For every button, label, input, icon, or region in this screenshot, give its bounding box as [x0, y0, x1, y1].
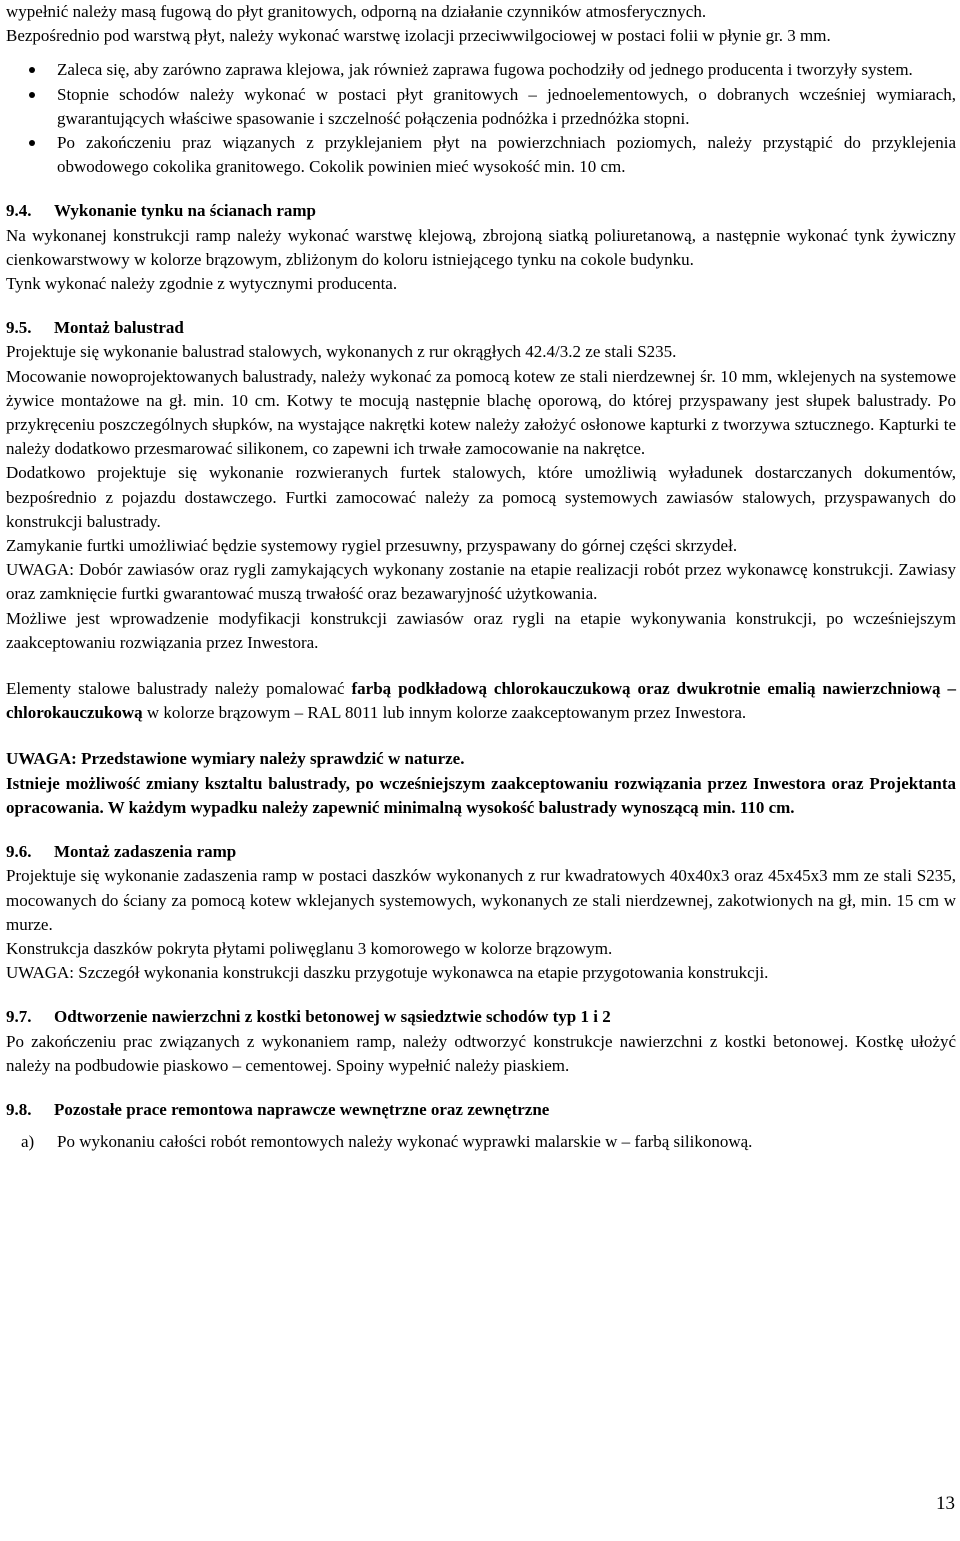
intro-paragraph-2: Bezpośrednio pod warstwą płyt, należy wykonać warstwę izolacji przeciwwilgociowej w postaci folii w płynie gr. 3 mm. — [6, 26, 831, 46]
document-page — [6, 0, 956, 1154]
section-heading-9-8 — [6, 1098, 956, 1122]
section-title: Montaż balustrad — [54, 318, 184, 338]
section-title: Odtworzenie nawierzchni z kostki betonowej w sąsiedztwie schodów typ 1 i 2 — [54, 1007, 611, 1027]
section-heading-9-5 — [6, 316, 956, 340]
list-item — [6, 1130, 956, 1154]
page-number: 13 — [936, 1493, 955, 1514]
section-number: 9.7. — [6, 1007, 32, 1027]
paragraph: Tynk wykonać należy zgodnie z wytycznymi producenta. — [6, 274, 398, 294]
paragraph: Zamykanie furtki umożliwiać będzie systemowy rygiel przesuwny, przyspawany do górnej części skrzydeł. — [6, 536, 738, 556]
bullet-item: Zaleca się, aby zarówno zaprawa klejowa, jak również zaprawa fugowa pochodziły od jednego producenta i tworzyły system. — [6, 58, 956, 82]
section-heading-9-4 — [6, 199, 956, 223]
section-heading-9-7 — [6, 1005, 956, 1029]
paint-text-start: Elementy stalowe balustrady należy pomalować — [6, 679, 352, 699]
paragraph: Dodatkowo projektuje się wykonanie rozwieranych furtek stalowych, które umożliwią wyładunek dostarczanych dokumentów, bezpośrednio z pojazdu dostawczego. Furtki zamocować należy za pomocą systemowych zawiasów stalowych, przyspawanych do konstrukcji balustrady. — [6, 463, 956, 531]
paragraph: UWAGA: Dobór zawiasów oraz rygli zamykających wykonany zostanie na etapie realizacji robót przez wykonawcę konstrukcji. Zawiasy oraz zamknięcie furtki gwarantować muszą trwałość oraz bezawaryjność użytkowania. — [6, 560, 956, 604]
paragraph: Projektuje się wykonanie zadaszenia ramp w postaci daszków wykonanych z rur kwadratowych 40x40x3 oraz 45x45x3 mm ze stali S235, mocowanych do ściany za pomocą kotew wklejanych systemowych, wykonanych ze stali nierdzewnej, zakotwionych na gł, min. 15 cm w murze. — [6, 866, 956, 934]
paragraph: UWAGA: Szczegół wykonania konstrukcji daszku przygotuje wykonawca na etapie przygotowania konstrukcji. — [6, 963, 769, 983]
paragraph: Konstrukcja daszków pokryta płytami poliwęglanu 3 komorowego w kolorze brązowym. — [6, 938, 613, 958]
section-title: Wykonanie tynku na ścianach ramp — [54, 201, 316, 221]
paragraph: Na wykonanej konstrukcji ramp należy wykonać warstwę klejową, zbrojoną siatką poliuretanową, a następnie wykonać tynk żywiczny cienkowarstwowy w kolorze brązowym, zbliżonym do koloru istniejącego tynku na cokole budynku. — [6, 225, 956, 269]
section-number: 9.5. — [6, 318, 32, 338]
list-item-text: Po wykonaniu całości robót remontowych należy wykonać wyprawki malarskie w – farbą silikonową. — [57, 1132, 753, 1152]
section-number: 9.8. — [6, 1099, 32, 1119]
bullet-list — [6, 58, 956, 179]
paragraph: Po zakończeniu prac związanych z wykonaniem ramp, należy odtworzyć konstrukcje nawierzchni z kostki betonowej. Kostkę ułożyć należy na podbudowie piaskowo – cementowej. Spoiny wypełnić należy piaskiem. — [6, 1031, 956, 1075]
note-dimensions: UWAGA: Przedstawione wymiary należy sprawdzić w naturze. — [6, 749, 465, 769]
section-number: 9.6. — [6, 842, 32, 862]
note-shape-change: Istnieje możliwość zmiany ksztaltu balustrady, po wcześniejszym zaakceptowaniu rozwiązania przez Inwestora oraz Projektanta opracowania. W każdym wypadku należy zapewnić minimalną wysokość balustrady wynoszącą min. 110 cm. — [6, 773, 956, 817]
section-heading-9-6 — [6, 840, 956, 864]
paint-text-bold: farbą podkładową chlorokauczukową oraz dwukrotnie emalią nawierzchniową – chlorokauczukową — [6, 679, 956, 723]
paragraph: Mocowanie nowoprojektowanych balustrady, należy wykonać za pomocą kotew ze stali nierdzewnej śr. 10 mm, wklejenych na systemowe żywice montażowe na gł. min. 10 cm. Kotwy te mocują następnie blachę oporową, do której przyspawany jest słupek balustrady. Po przykręceniu poszczególnych słupków, na wystające nakrętki kotew należy założyć osłonowe kapturki z tworzywa sztucznego. Kapturki te należy dodatkowo przesmarować silikonem, co zapewni ich trwałe zamocowanie na nakrętce. — [6, 366, 956, 459]
section-title: Pozostałe prace remontowa naprawcze wewnętrzne oraz zewnętrzne — [54, 1099, 550, 1119]
intro-paragraph-1: wypełnić należy masą fugową do płyt granitowych, odporną na działanie czynników atmosferycznych. — [6, 2, 707, 21]
section-title: Montaż zadaszenia ramp — [54, 842, 237, 862]
paragraph: Możliwe jest wprowadzenie modyfikacji konstrukcji zawiasów oraz rygli na etapie wykonywania konstrukcji, po wcześniejszym zaakceptowaniu rozwiązania przez Inwestora. — [6, 608, 956, 652]
section-number: 9.4. — [6, 201, 32, 221]
bullet-item: Po zakończeniu praz wiązanych z przyklejaniem płyt na powierzchniach poziomych, należy przystąpić do przyklejenia obwodowego cokolika granitowego. Cokolik powinien mieć wysokość min. 10 cm. — [6, 131, 956, 179]
paint-paragraph — [6, 677, 956, 725]
bullet-item: Stopnie schodów należy wykonać w postaci płyt granitowych – jednoelementowych, o dobranych wcześniej wymiarach, gwarantujących właściwe spasowanie i szczelność połączenia podnóżka i przednóżka stopni. — [6, 83, 956, 131]
list-item-label: a) — [21, 1132, 35, 1152]
paint-text-end: w kolorze brązowym – RAL 8011 lub innym kolorze zaakceptowanym przez Inwestora. — [142, 703, 747, 723]
paragraph: Projektuje się wykonanie balustrad stalowych, wykonanych z rur okrągłych 42.4/3.2 ze stali S235. — [6, 342, 677, 362]
